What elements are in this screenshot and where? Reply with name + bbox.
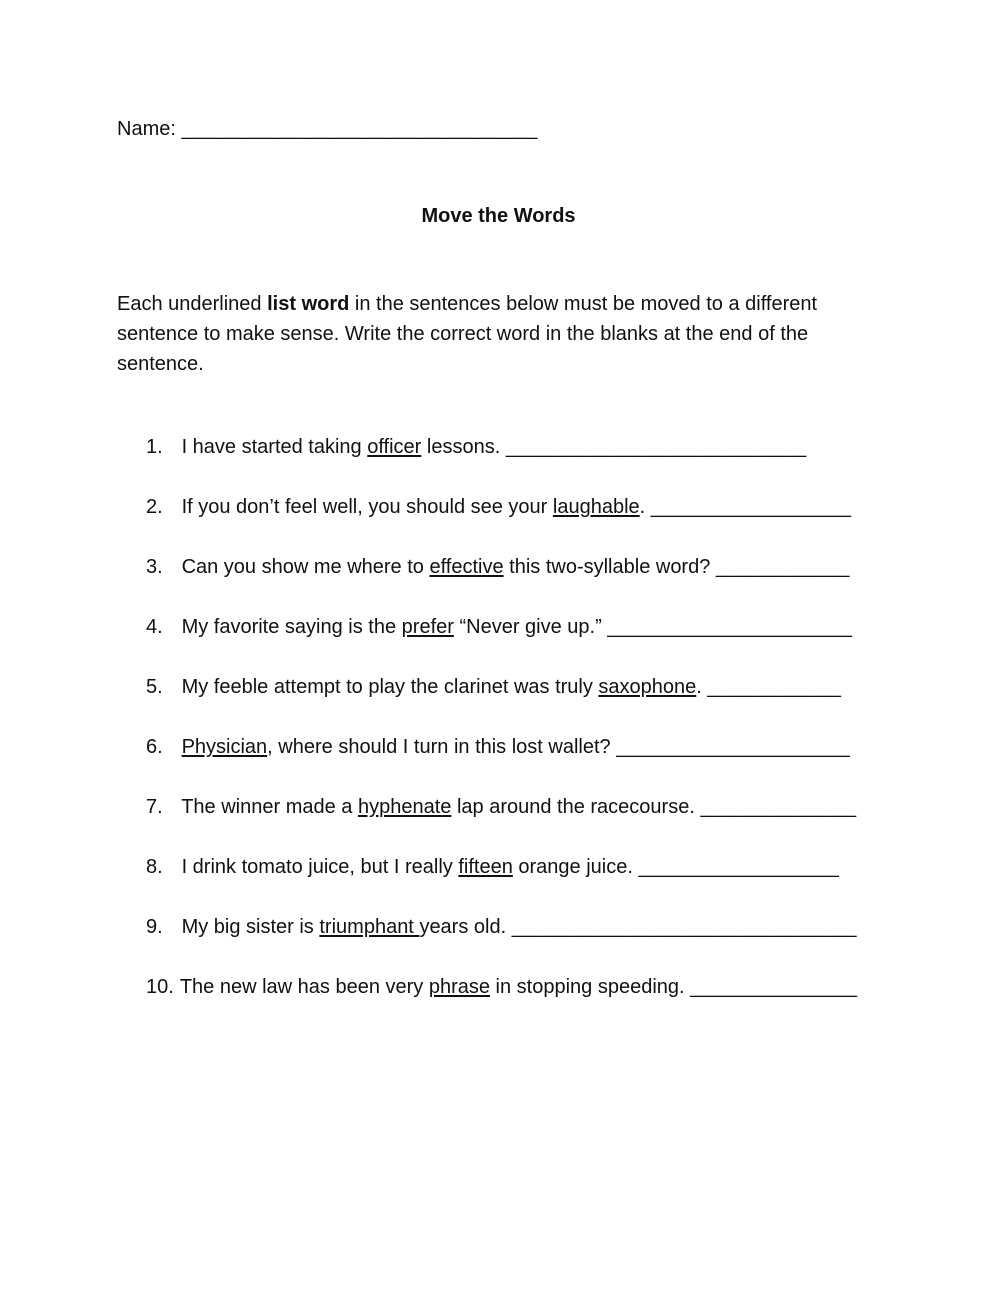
question-item (146, 796, 857, 856)
question-item (146, 856, 857, 916)
question-list (146, 436, 857, 1036)
question-item (146, 916, 857, 976)
instructions (117, 289, 877, 379)
page-title: Move the Words (421, 205, 576, 227)
question-number: 1. (146, 436, 163, 458)
question-number: 8. (146, 856, 163, 878)
question-text-end: , where should I turn in this lost wallet? (267, 736, 617, 758)
question-item (146, 436, 857, 496)
underlined-word: fifteen (458, 856, 513, 878)
answer-blank[interactable]: __________________ (650, 496, 851, 518)
answer-blank[interactable]: _____________________ (616, 736, 850, 758)
question-text-end: lessons. (421, 436, 506, 458)
question-text: The new law has been very (179, 976, 429, 998)
instructions-text-2: in the sentences below must be moved to a different sentence to make sense. Write the correct word in the blanks at the end of the sentence. (117, 293, 818, 375)
question-number: 3. (146, 556, 163, 578)
answer-blank[interactable]: __________________ (638, 856, 839, 878)
name-blank[interactable]: ________________________________ (181, 118, 538, 140)
underlined-word: officer (367, 436, 422, 458)
question-item (146, 736, 857, 796)
question-number: 9. (146, 916, 163, 938)
answer-blank[interactable]: _______________________________ (511, 916, 857, 938)
underlined-word: prefer (401, 616, 454, 638)
instructions-bold: list word (267, 293, 350, 315)
question-text-end: . (639, 496, 651, 518)
question-number: 10. (146, 976, 174, 998)
answer-blank[interactable]: ______________________ (607, 616, 853, 638)
question-text: The winner made a (181, 796, 358, 818)
answer-blank[interactable]: _______________ (690, 976, 858, 998)
question-item (146, 976, 857, 1036)
question-text-end: . (696, 676, 708, 698)
question-text-end: this two-syllable word? (503, 556, 716, 578)
answer-blank[interactable]: ____________ (715, 556, 850, 578)
name-field[interactable] (117, 118, 537, 141)
underlined-word: phrase (428, 976, 490, 998)
underlined-word: saxophone (598, 676, 697, 698)
question-item (146, 496, 857, 556)
question-text: My big sister is (181, 916, 320, 938)
question-number: 4. (146, 616, 163, 638)
question-item (146, 616, 857, 676)
name-label: Name: (117, 118, 176, 140)
question-text-end: orange juice. (512, 856, 639, 878)
question-text: Can you show me where to (181, 556, 430, 578)
underlined-word: Physician (181, 736, 268, 758)
underlined-word: hyphenate (357, 796, 452, 818)
question-text-end: in stopping speeding. (490, 976, 691, 998)
question-item (146, 676, 857, 736)
answer-blank[interactable]: ____________ (707, 676, 841, 698)
question-text-end: “Never give up.” (453, 616, 608, 638)
question-text: My favorite saying is the (181, 616, 402, 638)
question-number: 6. (146, 736, 163, 758)
question-text: If you don’t feel well, you should see your (181, 496, 553, 518)
question-text-end: years old. (419, 916, 512, 938)
question-text: I drink tomato juice, but I really (181, 856, 459, 878)
question-item (146, 556, 857, 616)
underlined-word: effective (429, 556, 504, 578)
question-number: 7. (146, 796, 163, 818)
underlined-word: laughable (552, 496, 640, 518)
underlined-word: triumphant (319, 916, 420, 938)
answer-blank[interactable]: ___________________________ (505, 436, 807, 458)
question-text: My feeble attempt to play the clarinet was truly (181, 676, 599, 698)
answer-blank[interactable]: ______________ (700, 796, 857, 818)
question-number: 5. (146, 676, 163, 698)
question-text: I have started taking (181, 436, 368, 458)
question-text-end: lap around the racecourse. (451, 796, 701, 818)
instructions-text-1: Each underlined (117, 293, 268, 315)
question-number: 2. (146, 496, 163, 518)
